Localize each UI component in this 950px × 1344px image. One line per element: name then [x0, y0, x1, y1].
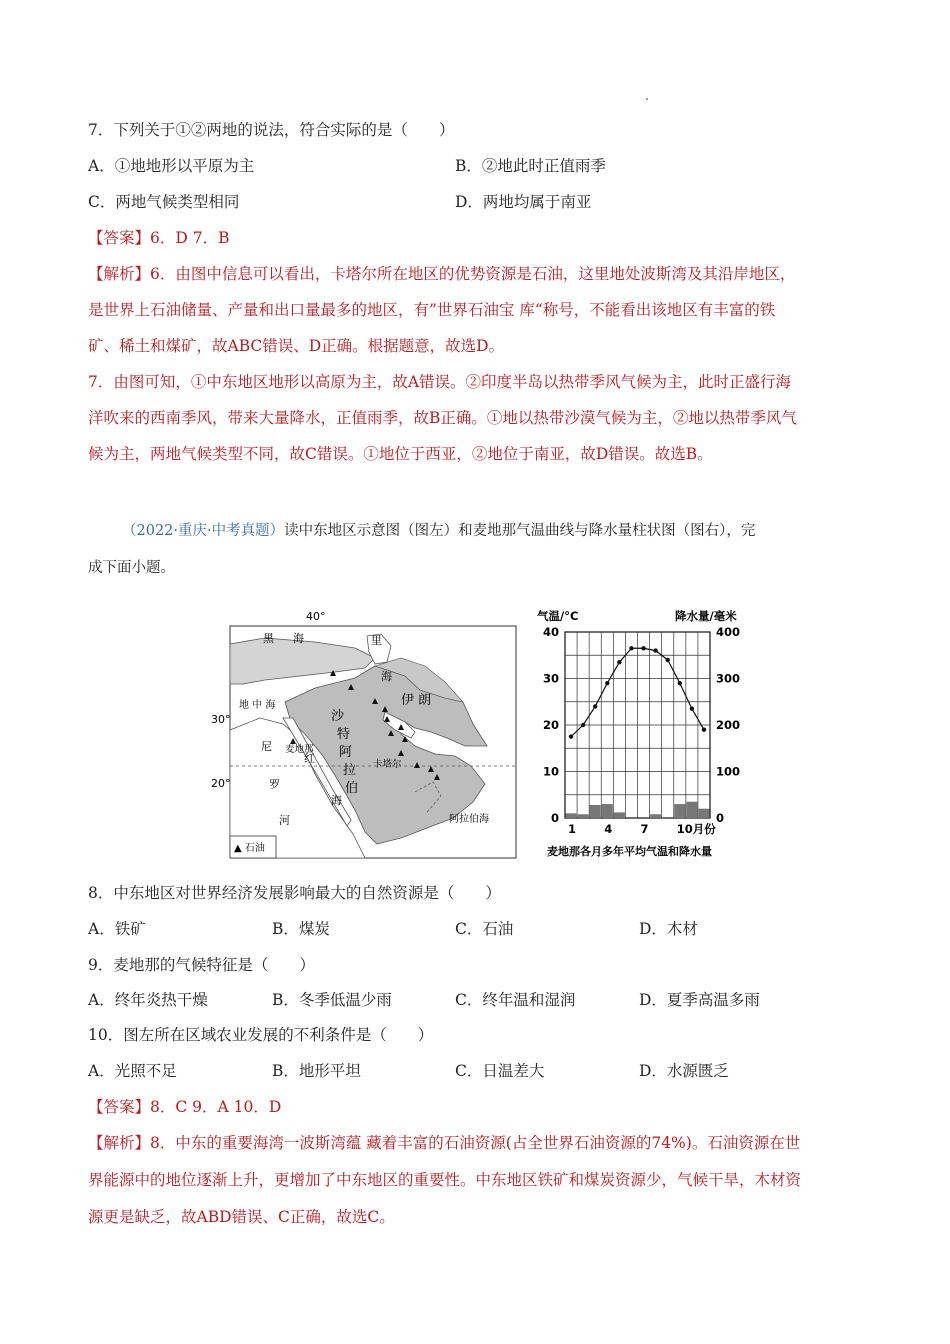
q8-stem: 8．中东地区对世界经济发展影响最大的自然资源是（ ） [88, 884, 501, 902]
right-tick-label: 200 [716, 718, 741, 732]
right-tick-label: 300 [716, 671, 741, 686]
q10-option-a: A．光照不足 [88, 1062, 177, 1080]
q8-option-a: A．铁矿 [88, 920, 146, 938]
right-tick-label: 400 [716, 625, 741, 639]
caspian-label-2: 海 [381, 670, 392, 683]
nile-label-2: 罗 [269, 778, 280, 791]
q7-option-b: B．②地此时正值雨季 [455, 157, 606, 175]
x-tick-label: 7 [640, 822, 649, 836]
intro-line-1 [122, 519, 755, 540]
q7-option-a: A．①地地形以平原为主 [88, 157, 255, 175]
temp-point [569, 734, 573, 738]
scan-dot [646, 98, 648, 100]
intro-line-2: 成下面小题。 [88, 560, 175, 576]
caspian-label-1: 里 [371, 634, 382, 647]
analysis-line-5: 洋吹来的西南季风，带来大量降水，正值雨季，故B正确。①地以热带沙漠气候为主，②地以热带季风气 [88, 409, 797, 427]
black-sea-label-2: 海 [293, 632, 304, 645]
nile-label-1: 尼 [261, 740, 272, 753]
left-tick-label: 30 [542, 671, 559, 686]
temp-point [653, 648, 657, 652]
arabian-sea-label: 阿拉伯海 [449, 814, 489, 825]
q9-option-a: A．终年炎热干燥 [88, 991, 208, 1009]
x-tick-label: 1 [568, 822, 577, 836]
q7-option-c: C．两地气候类型相同 [88, 193, 240, 211]
q10-option-d: D．水源匮乏 [639, 1062, 729, 1080]
left-tick-label: 20 [542, 718, 559, 732]
precip-bar [686, 802, 697, 818]
nile-label-3: 河 [279, 814, 290, 827]
analysis2-line-3: 源更是缺乏，故ABD错误、C正确，故选C。 [88, 1208, 395, 1226]
answer-8-10: 【答案】8．C 9．A 10．D [88, 1098, 282, 1116]
temp-point [593, 704, 597, 708]
chart-grid [565, 632, 710, 818]
right-tick-label: 100 [716, 764, 741, 779]
lat-label-30: 30° [211, 713, 231, 726]
left-tick-label: 40 [542, 625, 559, 639]
temp-point [702, 727, 706, 731]
x-tick-label: 4 [604, 822, 613, 836]
temp-point [617, 660, 621, 664]
city-qatar: 卡塔尔 [373, 759, 402, 770]
temp-point [678, 681, 682, 685]
temp-point [641, 646, 645, 650]
analysis-line-4: 7．由图可知，①中东地区地形以高原为主，故A错误。②印度半岛以热带季风气候为主，此时正盛行海 [88, 373, 792, 391]
right-tick-label: 0 [716, 811, 725, 825]
precip-bar [590, 805, 601, 818]
lon-label: 40° [306, 610, 326, 623]
precip-bar [602, 804, 613, 818]
precip-bar [674, 804, 685, 818]
q8-option-d: D．木材 [639, 920, 698, 938]
analysis-line-1: 【解析】6．由图中信息可以看出，卡塔尔所在地区的优势资源是石油，这里地处波斯湾及其沿岸地区， [88, 265, 796, 283]
precip-bar [614, 812, 625, 818]
temp-point [605, 681, 609, 685]
ylabel-right: 降水量/毫米 [675, 609, 737, 623]
mediterranean-label: 地 中 海 [239, 700, 276, 711]
precip-bar [566, 813, 577, 818]
analysis-line-2: 是世界上石油储量、产量和出口量最多的地区，有”世界石油宝 库“称号，不能看出该地区有丰富的铁 [88, 301, 776, 319]
q10-option-b: B．地形平坦 [272, 1062, 361, 1080]
q9-option-c: C．终年温和湿润 [455, 991, 576, 1009]
lat-label-20: 20° [211, 777, 231, 790]
intro-text: 读中东地区示意图（图左）和麦地那气温曲线与降水量柱状图（图右），完 [284, 523, 756, 539]
analysis-line-6: 候为主，两地气候类型不同，故C错误。①地位于西亚，②地位于南亚，故D错误。故选B。 [88, 445, 713, 463]
red-sea-label-2: 海 [331, 794, 342, 807]
left-tick-label: 0 [550, 811, 559, 825]
saudi-label-4: 拉 [343, 763, 357, 778]
legend-oil: ▲ 石油 [234, 843, 265, 854]
q8-option-c: C．石油 [455, 920, 514, 938]
analysis-line-3: 矿、稀土和煤矿，故ABC错误、D正确。根据题意，故选D。 [88, 337, 505, 355]
middle-east-map [205, 606, 525, 860]
precip-bar [578, 814, 589, 818]
city-medina: 麦地那 [285, 744, 314, 755]
analysis2-line-1: 【解析】8．中东的重要海湾一波斯湾蕴 藏着丰富的石油资源(占全世界石油资源的74%)。石油资源在世 [88, 1134, 801, 1152]
answer-6-7: 【答案】6．D 7．B [88, 229, 230, 247]
q8-option-b: B．煤炭 [272, 920, 330, 938]
q7-option-d: D．两地均属于南亚 [455, 193, 592, 211]
saudi-label-5: 伯 [345, 781, 359, 796]
saudi-label-2: 特 [337, 727, 351, 742]
analysis2-line-2: 界能源中的地位逐渐上升，更增加了中东地区的重要性。中东地区铁矿和煤炭资源少，气候干旱，木材资 [88, 1171, 802, 1189]
red-sea-label-1: 红 [304, 752, 315, 765]
ylabel-left: 气温/°C [537, 609, 579, 623]
temp-point [666, 658, 670, 662]
temp-point [690, 707, 694, 711]
q9-option-d: D．夏季高温多雨 [639, 991, 760, 1009]
saudi-label-3: 阿 [339, 745, 353, 760]
q10-option-c: C．日温差大 [455, 1062, 545, 1080]
left-tick-label: 10 [542, 764, 559, 779]
precip-bar [650, 814, 661, 818]
q9-stem: 9．麦地那的气候特征是（ ） [88, 956, 315, 974]
source-tag: （2022·重庆·中考真题） [122, 523, 285, 539]
chart-title: 麦地那各月多年平均气温和降水量 [547, 845, 712, 858]
q7-stem: 7．下列关于①②两地的说法，符合实际的是（ ） [88, 121, 455, 139]
saudi-label-1: 沙 [331, 709, 345, 724]
q10-stem: 10．图左所在区域农业发展的不利条件是（ ） [88, 1026, 434, 1044]
q9-option-b: B．冬季低温少雨 [272, 991, 392, 1009]
iran-label: 伊 朗 [401, 693, 432, 708]
temp-point [629, 646, 633, 650]
temp-point [581, 723, 585, 727]
black-sea-label-1: 黑 [263, 632, 274, 645]
precip-bar [698, 809, 709, 818]
medina-climate-chart [525, 604, 755, 860]
x-tick-label: 10月份 [676, 822, 716, 836]
